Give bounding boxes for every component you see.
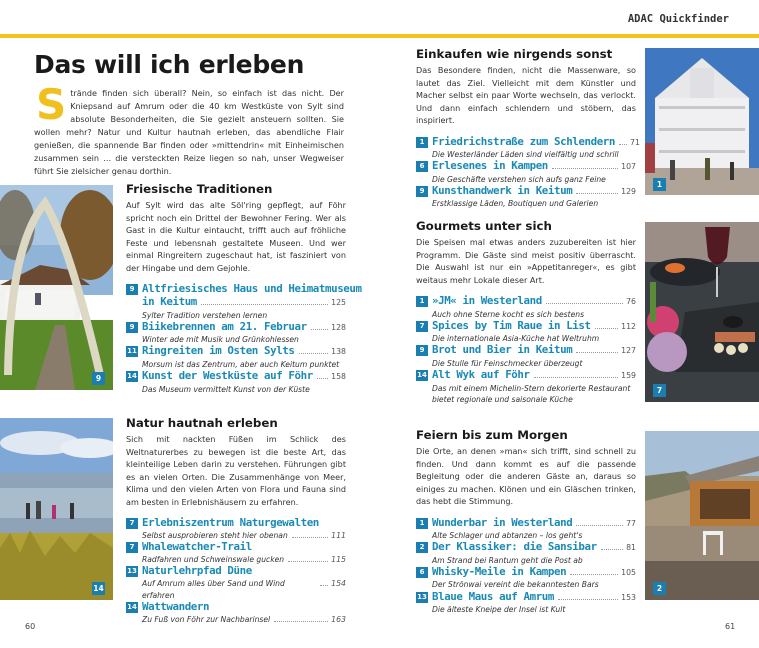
number-badge: 1: [416, 137, 428, 148]
intro-text: trände finden sich überall? Nein, so einfach ist das nicht. Der Kniepsand auf Amrum oder die 40 km Westküste von Sylt sind absolute Besonderheiten, die Sie gezielt ansteuern sollten. Sie wollen mehr? Natur und Kultur hautnah erleben, das abendliche Flair genießen, die spannende Bar finden oder »mittendrin« mit Einheimischen zusammen sein … die versteckten Reize liegen so nah, unser Wegweiser führt Sie zielsicher genau dorthin.: [34, 88, 344, 176]
section-body: Das Besondere finden, nicht die Massenware, so lautet das Ziel. Vielleicht mit dem Künstler und Macher selbst ein paar Worte wechseln, das verlockt. Und dann einfach schlendern und stöbern, das inspiriert.: [416, 65, 636, 125]
entry-subtitle: Am Strand bei Rantum geht die Post ab: [432, 555, 583, 565]
entry-title: Whalewatcher-Trail: [142, 540, 252, 554]
photo-gourmet-dish: [645, 222, 759, 402]
list-item[interactable]: [126, 321, 346, 346]
photo-whalebone-arch: [0, 185, 113, 390]
number-badge: 9: [416, 345, 428, 356]
photo-badge: 14: [93, 584, 104, 593]
page-ref: 153: [621, 592, 636, 602]
photo-badge: 1: [653, 178, 666, 191]
leader-dots: [595, 328, 619, 329]
number-badge: 7: [126, 518, 138, 529]
page-ref: 163: [331, 614, 346, 624]
section-feiern: [416, 428, 636, 615]
entry-subtitle: Die Geschäfte verstehen sich aufs ganz Feine: [432, 174, 606, 184]
entry-subtitle: Das mit einem Michelin-Stern dekorierte Restaurant bietet regionale und saisonale Küche: [432, 383, 631, 404]
list-item[interactable]: [416, 541, 636, 566]
leader-dots: [576, 352, 618, 353]
entry-subtitle: Der Strönwai vereint die bekanntesten Bars: [432, 580, 599, 590]
mudflat-image: [0, 418, 113, 600]
whalebone-arch-image: [0, 185, 113, 390]
leader-dots: [317, 378, 328, 379]
entry-subtitle: Selbst ausprobieren steht hier obenan: [142, 531, 288, 540]
list-item[interactable]: [126, 517, 346, 541]
entry-title: Erlebniszentrum Naturgewalten: [142, 516, 319, 529]
leader-dots: [576, 193, 618, 194]
leader-dots: [201, 304, 328, 305]
section-body: Die Orte, an denen »man« sich trifft, sind schnell zu finden. Und dann kommt es auf die passende Begleitung oder die anderen Gäste an, daraus so einiges zu machen. Klönen und ein Gläschen trinken, das hebt die Stimmung.: [416, 446, 636, 506]
number-badge: 1: [416, 518, 428, 529]
entry-title: Der Klassiker: die Sansibar: [432, 540, 597, 554]
leader-dots: [292, 537, 328, 538]
page-ref: 158: [331, 372, 346, 382]
section-body: Sich mit nackten Füßen im Schlick des Weltnaturerbes zu bewegen ist die beste Art, das kleinteilige Leben darin zu verstehen. Führungen gibt es an vielen Orten. Die Zusammenhänge von Meer, Klima und den vielen Arten von Flora und Fauna sind am besten in Erlebnishäusern zu erfahren.: [126, 434, 346, 507]
entry-title: »JM« in Westerland: [432, 294, 542, 307]
page-ref: 154: [331, 579, 346, 589]
intro-paragraph: [34, 80, 344, 178]
number-badge: 7: [126, 542, 138, 553]
photo-white-villa: [645, 48, 759, 195]
list-item[interactable]: [416, 566, 636, 591]
entry-subtitle: Die älteste Kneipe der Insel ist Kult: [432, 605, 566, 615]
page-ref: 125: [331, 298, 346, 307]
section-body: Auf Sylt wird das alte Söl'ring gepflegt, auf Föhr spricht noch ein Drittel der Bewohner Fering. Wer als Gast in die Kultur eintaucht, trifft auch auf fröhliche Feste und lebensnah gestaltete Museen. Und wer einmal Ringreitern zugeschaut hat, ist fasziniert von der Hingabe und dem Gejohle.: [126, 200, 346, 273]
page-ref: 76: [626, 297, 636, 306]
page-ref: 71: [630, 137, 640, 147]
entry-title: Kunst der Westküste auf Föhr: [142, 369, 313, 383]
photo-badge: 9: [92, 372, 105, 385]
beach-bar-image: [645, 431, 759, 600]
number-badge: 14: [417, 371, 427, 380]
entry-title: Spices by Tim Raue in List: [432, 318, 591, 332]
leader-dots: [274, 621, 328, 622]
list-item[interactable]: [416, 369, 636, 405]
page-ref: 159: [621, 371, 636, 381]
list-item[interactable]: [416, 160, 636, 185]
leader-dots: [534, 377, 619, 378]
page-number-left: 60: [25, 622, 36, 631]
leader-dots: [570, 574, 618, 575]
entry-subtitle: Das Museum vermittelt Kunst von der Küste: [142, 384, 310, 394]
photo-badge: 2: [653, 582, 666, 595]
page-ref: 129: [621, 186, 636, 196]
page-ref: 77: [626, 518, 636, 528]
page-ref: 81: [626, 543, 636, 553]
leader-dots: [601, 549, 623, 550]
leader-dots: [576, 525, 623, 526]
section-heading: Gourmets unter sich: [416, 219, 552, 233]
entry-subtitle: Die internationale Asia-Küche hat Weltruhm: [432, 334, 600, 344]
list-item[interactable]: [126, 370, 346, 395]
entry-title: Friedrichstraße zum Schlendern: [432, 134, 616, 148]
page-ref: 128: [331, 322, 346, 332]
entry-title: Naturlehrpfad Düne: [142, 564, 252, 578]
number-badge: 13: [417, 592, 427, 601]
list-item[interactable]: [416, 185, 636, 210]
number-badge: 14: [127, 372, 137, 381]
entry-subtitle: Sylter Tradition verstehen lernen: [142, 310, 268, 320]
section-heading: Natur hautnah erleben: [126, 416, 278, 430]
section-heading: Friesische Traditionen: [126, 182, 273, 196]
entry-title: Kunsthandwerk in Keitum: [432, 183, 573, 197]
list-item[interactable]: [416, 295, 636, 320]
entry-list: [126, 282, 362, 395]
page-ref: 115: [331, 555, 346, 565]
list-item[interactable]: [416, 591, 636, 616]
entry-list: [416, 295, 636, 405]
number-badge: 13: [127, 567, 137, 576]
photo-beach-bar: [645, 431, 759, 600]
list-item[interactable]: [126, 541, 346, 565]
yellow-rule: [0, 34, 759, 38]
page-ref: 105: [621, 567, 636, 577]
page-title: Das will ich erleben: [34, 50, 305, 79]
section-gourmets: [416, 219, 636, 405]
leader-dots: [288, 561, 328, 562]
entry-list: [126, 517, 346, 625]
entry-title: Altfriesisches Haus und Heimatmuseum: [142, 282, 362, 295]
list-item[interactable]: [126, 601, 346, 625]
entry-subtitle: Auf Amrum alles über Sand und Wind erfahren: [142, 579, 285, 600]
number-badge: 11: [127, 347, 137, 356]
photo-mudflat-walk: [0, 418, 113, 600]
section-heading: Einkaufen wie nirgends sonst: [416, 47, 613, 61]
page-number-right: 61: [725, 622, 736, 631]
list-item[interactable]: [416, 320, 636, 345]
running-header: ADAC Quickfinder: [627, 13, 729, 25]
leader-dots: [299, 353, 329, 354]
entry-title-continued: in Keitum: [142, 295, 197, 308]
entry-subtitle: Winter ade mit Musik und Grünkohlessen: [142, 335, 299, 345]
entry-subtitle: Die Stulle für Feinschmecker überzeugt: [432, 358, 583, 368]
leader-dots: [311, 329, 328, 330]
photo-badge: 7: [653, 384, 666, 397]
page-ref: 127: [621, 346, 636, 356]
page-ref: 138: [331, 347, 346, 357]
list-item[interactable]: [126, 282, 362, 321]
number-badge: 6: [416, 567, 428, 578]
number-badge: 9: [416, 186, 428, 197]
leader-dots: [546, 303, 623, 304]
list-item[interactable]: [126, 565, 346, 600]
entry-title: Ringreiten im Osten Sylts: [142, 344, 295, 358]
number-badge: 9: [126, 322, 138, 333]
list-item[interactable]: [416, 344, 636, 369]
number-badge: 6: [416, 161, 428, 172]
entry-subtitle: Zu Fuß von Föhr zur Nachbarinsel: [142, 614, 271, 624]
entry-title: Wunderbar in Westerland: [432, 515, 573, 529]
list-item[interactable]: [416, 134, 640, 161]
page-ref: 107: [621, 162, 636, 172]
number-badge: 1: [416, 296, 428, 307]
entry-subtitle: Auch ohne Sterne kocht es sich bestens: [432, 309, 585, 319]
entry-subtitle: Die Westerländer Läden sind vielfältig und schrill: [432, 150, 619, 159]
section-einkaufen: [416, 47, 640, 210]
leader-dots: [619, 144, 627, 145]
entry-subtitle: Radfahren und Schweinswale gucken: [142, 555, 285, 565]
entry-title: Biikebrennen am 21. Februar: [142, 319, 307, 333]
section-heading: Feiern bis zum Morgen: [416, 428, 568, 442]
entry-title: Whisky-Meile in Kampen: [432, 564, 567, 578]
number-badge: 9: [126, 284, 138, 295]
entry-title: Erlesenes in Kampen: [432, 159, 548, 173]
section-natur-hautnah: [126, 416, 346, 625]
entry-list: [416, 134, 640, 210]
section-body: Die Speisen mal etwas anders zuzubereiten ist hier Programm. Die Gäste sind meist positiv überrascht. Die Auswahl ist nur ein »Appetitanreger«, es gibt weitaus mehr Lokale dieser Art.: [416, 237, 636, 285]
page-ref: 111: [331, 531, 346, 540]
entry-subtitle: Morsum ist das Zentrum, aber auch Keitum punktet: [142, 359, 340, 369]
leader-dots: [558, 599, 618, 600]
leader-dots: [320, 585, 328, 586]
dropcap: S: [36, 80, 67, 129]
entry-subtitle: Alte Schlager und abtanzen – los geht's: [432, 531, 583, 540]
villa-image: [645, 48, 759, 195]
entry-title: Alt Wyk auf Föhr: [432, 368, 530, 382]
section-friesische-traditionen: [126, 182, 362, 395]
entry-title: Blaue Maus auf Amrum: [432, 589, 555, 603]
list-item[interactable]: [416, 517, 636, 542]
entry-title: Wattwandern: [142, 599, 210, 613]
entry-subtitle: Erstklassige Läden, Boutiquen und Galerien: [432, 199, 599, 209]
dish-image: [645, 222, 759, 402]
number-badge: 7: [416, 321, 428, 332]
number-badge: 14: [127, 602, 137, 611]
page-ref: 112: [621, 321, 636, 331]
entry-list: [416, 517, 636, 616]
list-item[interactable]: [126, 345, 346, 370]
leader-dots: [552, 168, 618, 169]
entry-title: Brot und Bier in Keitum: [432, 343, 573, 357]
number-badge: 2: [416, 542, 428, 553]
